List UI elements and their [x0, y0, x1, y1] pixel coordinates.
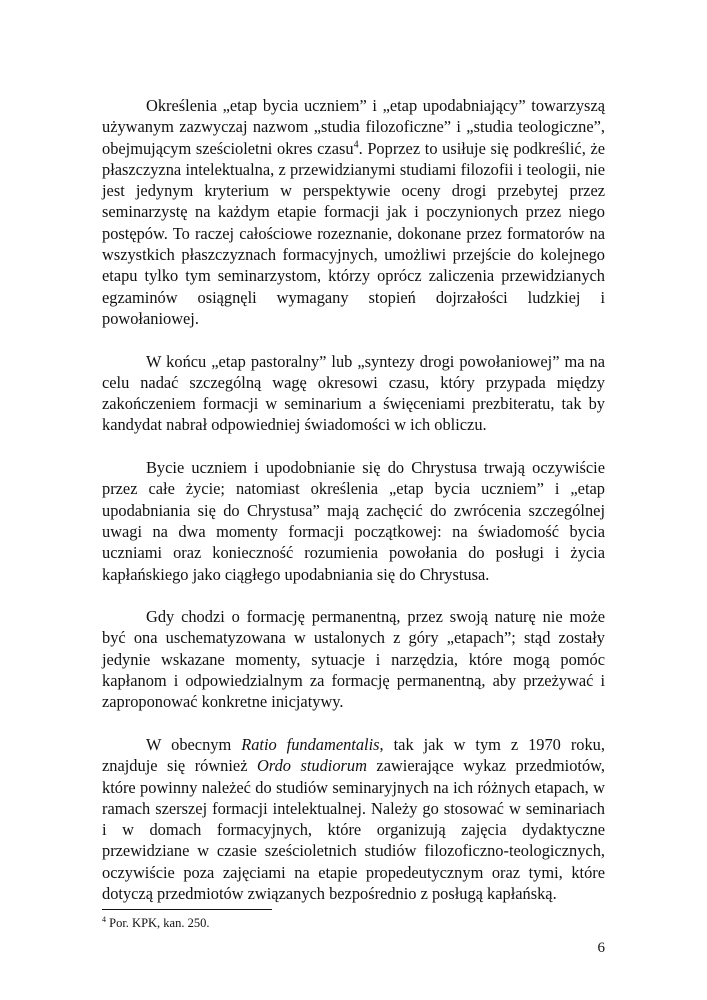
body-text [102, 95, 605, 904]
footnote-separator [102, 909, 272, 910]
paragraph-1 [102, 95, 605, 329]
ratio-fundamentalis-title: Ratio fundamentalis [241, 734, 380, 754]
footnote [102, 915, 605, 931]
paragraph-2: W końcu „etap pastoralny” lub „syntezy drogi powołaniowej” ma na celu nadać szczególną wagę okresowi czasu, który przypada między zakończeniem formacji w seminarium a święceniami prezbiteratu, tak by kandydat nabrał odpowiedniej świadomości w ich obliczu. [102, 351, 605, 435]
paragraph-5-text-a: W obecnym [146, 734, 242, 754]
paragraph-1-text-end: . Poprzez to usiłuje się podkreślić, że płaszczyzna intelektualna, z przewidzianymi studiami filozofii i teologii, nie jest jedynym kryterium w perspektywie oceny drogi przebytej przez seminarzystę na każdym etapie formacji jak i poczynionych przez niego postępów. To raczej całościowe rozeznanie, dokonane przez formatorów na wszystkich płaszczyznach formacyjnych, umożliwi przejście do kolejnego etapu tylko tym seminarzystom, którzy oprócz zaliczenia przewidzianych egzaminów osiągnęli wymagany stopień dojrzałości ludzkiej i powołaniowej. [102, 138, 605, 328]
paragraph-4: Gdy chodzi o formację permanentną, przez swoją naturę nie może być ona uschematyzowana w ustalonych z góry „etapach”; stąd zostały jedynie wskazane momenty, sytuacje i narzędzia, które mogą pomóc kapłanom i odpowiedzialnym za formację permanentną, aby przeżywać i zaproponować konkretne inicjatywy. [102, 607, 605, 712]
ordo-studiorum-title: Ordo studiorum [256, 756, 367, 776]
paragraph-5 [102, 734, 605, 904]
paragraph-5-text-c: zawierające wykaz przedmiotów, które powinny należeć do studiów seminaryjnych na ich różnych etapach, w ramach szerszej formacji intelektualnej. Należy go stosować w seminariach i w domach formacyjnych, które organizują zajęcia dydaktyczne przewidziane w czasie sześcioletnich studiów filozoficzno-teologicznych, oczywiście poza zajęciami na etapie propedeutycznym oraz tymi, które dotyczą przedmiotów związanych bezpośrednio z posługą kapłańską. [102, 756, 606, 903]
footnote-reference[interactable]: 4 [353, 139, 359, 151]
paragraph-3: Bycie uczniem i upodobnianie się do Chrystusa trwają oczywiście przez całe życie; natomiast określenia „etap bycia uczniem” i „etap upodabniania się do Chrystusa” mają zachęcić do zwrócenia szczególnej uwagi na dwa momenty formacji początkowej: na świadomość bycia uczniami oraz konieczność rozumienia powołania do posługi i życia kapłańskiego jako ciągłego upodabniania się do Chrystusa. [102, 458, 605, 584]
footnote-text: Por. KPK, kan. 250. [106, 916, 210, 930]
paragraph-5-text-b: , tak jak w tym z 1970 roku, znajduje się również [102, 734, 605, 776]
footnote-number: 4 [102, 914, 106, 924]
page-number: 6 [597, 940, 605, 956]
paragraph-1-text-start: Określenia „etap bycia uczniem” i „etap upodabniający” towarzyszą używanym zazwyczaj nazwom „studia filozoficzne” i „studia teologiczne”, obejmującym sześcioletni okres czasu [102, 96, 605, 158]
